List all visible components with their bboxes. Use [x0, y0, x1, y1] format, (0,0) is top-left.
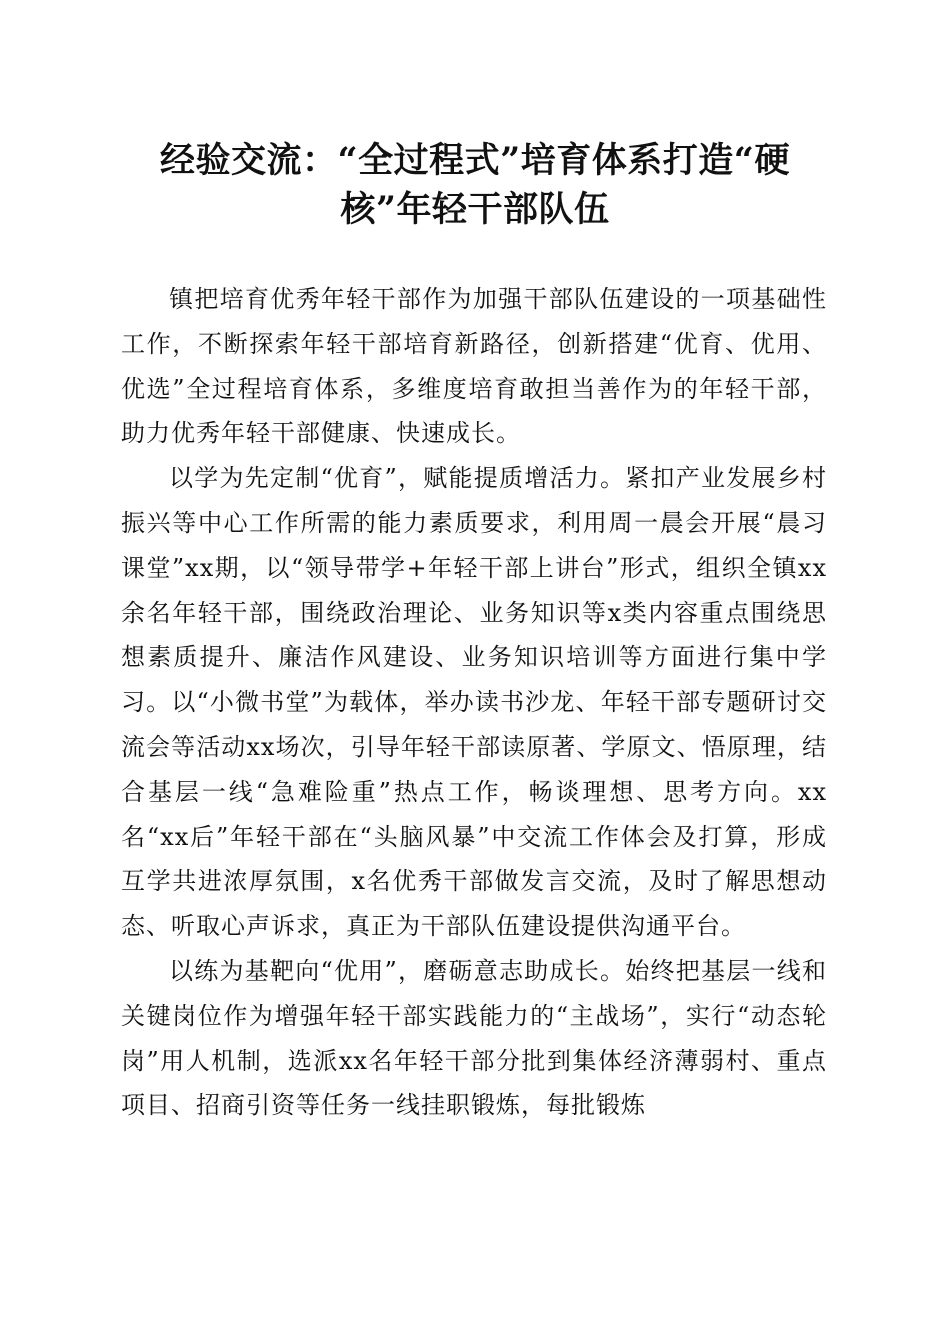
paragraph-practice: 以练为基靶向“优用”，磨砺意志助成长。始终把基层一线和关键岗位作为增强年轻干部实践能力的“主战场”，实行“动态轮岗”用人机制，选派xx名年轻干部分批到集体经济薄弱村、重点项目、招商引资等任务一线挂职锻炼，每批锻炼	[121, 956, 827, 1120]
document-title-line-1: 经验交流：“全过程式”培育体系打造“硬	[160, 140, 790, 181]
document-title	[110, 136, 840, 234]
document-title-line-2: 核”年轻干部队伍	[340, 189, 610, 230]
paragraph-intro: 镇把培育优秀年轻干部作为加强干部队伍建设的一项基础性工作，不断探索年轻干部培育新路径，创新搭建“优育、优用、优选”全过程培育体系，多维度培育敢担当善作为的年轻干部，助力优秀年轻干部健康、快速成长。	[121, 285, 827, 448]
paragraph-learning: 以学为先定制“优育”，赋能提质增活力。紧扣产业发展乡村振兴等中心工作所需的能力素质要求，利用周一晨会开展“晨习课堂”xx期，以“领导带学+年轻干部上讲台”形式，组织全镇xx余名年轻干部，围绕政治理论、业务知识等x类内容重点围绕思想素质提升、廉洁作风建设、业务知识培训等方面进行集中学习。以“小微书堂”为载体，举办读书沙龙、年轻干部专题研讨交流会等活动xx场次，引导年轻干部读原著、学原文、悟原理，结合基层一线“急难险重”热点工作，畅谈理想、思考方向。xx名“xx后”年轻干部在“头脑风暴”中交流工作体会及打算，形成互学共进浓厚氛围，x名优秀干部做发言交流，及时了解思想动态、听取心声诉求，真正为干部队伍建设提供沟通平台。	[121, 464, 827, 941]
document-body	[121, 277, 827, 1128]
